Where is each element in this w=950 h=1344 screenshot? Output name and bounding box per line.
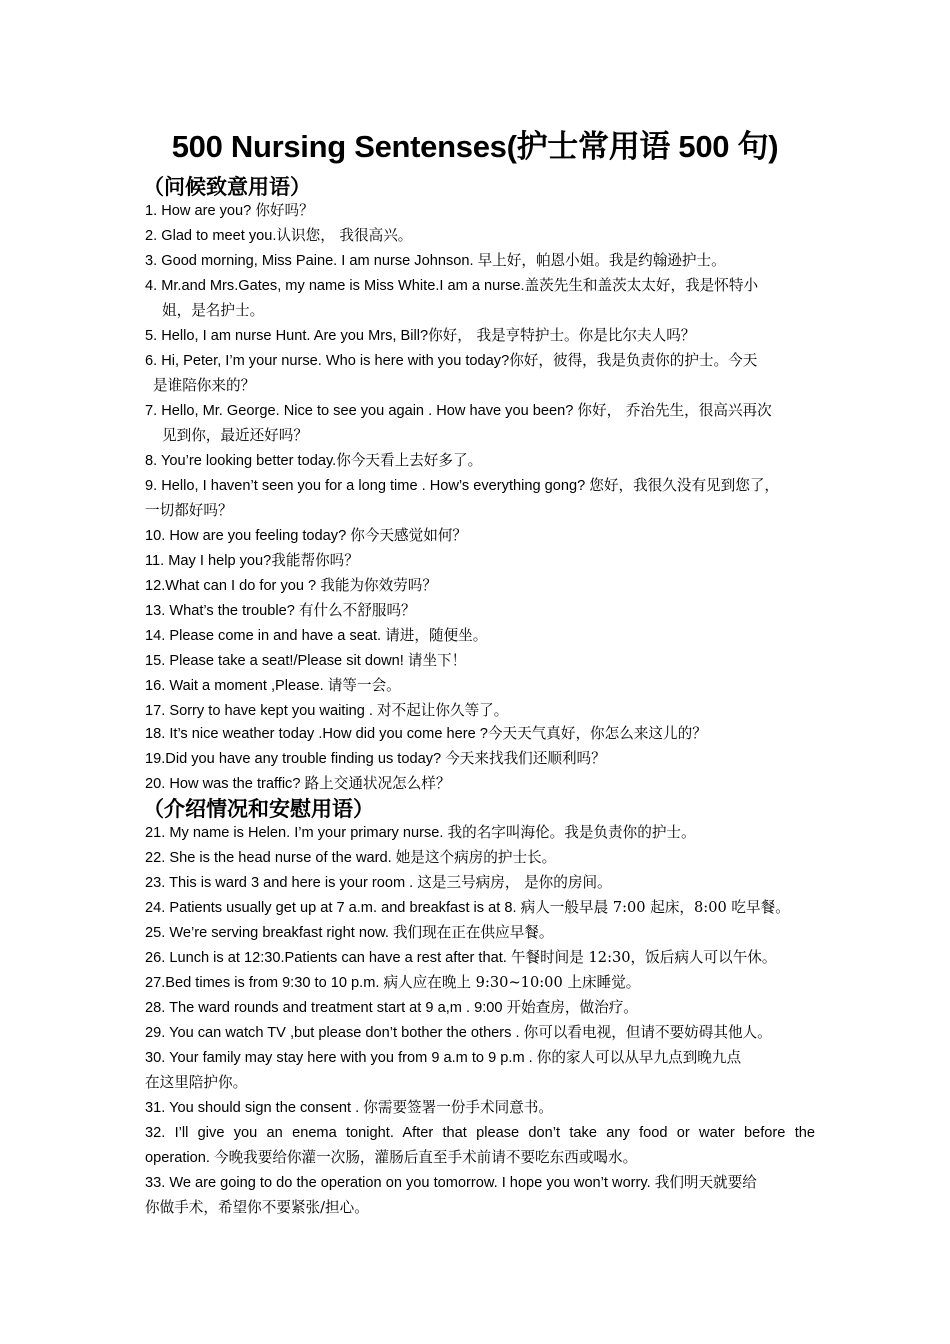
sentence-line: 3. Good morning, Miss Paine. I am nurse Johnson. 早上好，帕恩小姐。我是约翰逊护士。 (145, 252, 726, 269)
sentence-line: 27.Bed times is from 9:30 to 10 p.m. 病人应在晚上 9:30~10:00 上床睡觉。 (145, 974, 641, 991)
sentence-line: 24. Patients usually get up at 7 a.m. and breakfast is at 8. 病人一般早晨 7:00 起床，8:00 吃早餐。 (145, 899, 790, 916)
sentence-line-continuation: 是谁陪你来的？ (153, 377, 256, 394)
sentence-line: 12.What can I do for you ? 我能为你效劳吗？ (145, 577, 437, 594)
sentence-line: 32. I’ll give you an enema tonight. After that please don’t take any food or water before the (145, 1125, 815, 1141)
sentence-line: 21. My name is Helen. I’m your primary nurse. 我的名字叫海伦。我是负责你的护士。 (145, 824, 696, 841)
sentence-line: 25. We’re serving breakfast right now. 我们现在正在供应早餐。 (145, 924, 554, 941)
sentence-line: 26. Lunch is at 12:30.Patients can have a rest after that. 午餐时间是 12:30，饭后病人可以午休。 (145, 949, 777, 966)
sentence-line: 4. Mr.and Mrs.Gates, my name is Miss White.I am a nurse.盖茨先生和盖茨太太好，我是怀特小 (145, 277, 759, 294)
sentence-line: 1. How are you? 你好吗？ (145, 202, 314, 219)
section-heading: （问候致意用语） (143, 175, 311, 199)
sentence-line-continuation: 见到你，最近还好吗？ (162, 427, 308, 444)
sentence-line: 30. Your family may stay here with you from 9 a.m to 9 p.m . 你的家人可以从早九点到晚九点 (145, 1049, 742, 1066)
sentence-line: 31. You should sign the consent . 你需要签署一份手术同意书。 (145, 1099, 553, 1116)
sentence-line: 14. Please come in and have a seat. 请进，随便坐。 (145, 627, 488, 644)
sentence-line: 22. She is the head nurse of the ward. 她是这个病房的护士长。 (145, 849, 557, 866)
sentence-line-continuation: 在这里陪护你。 (145, 1074, 248, 1091)
sentence-line: 13. What’s the trouble? 有什么不舒服吗？ (145, 602, 416, 619)
sentence-line: 29. You can watch TV ,but please don’t bother the others . 你可以看电视，但请不要妨碍其他人。 (145, 1024, 772, 1041)
sentence-line: 6. Hi, Peter, I’m your nurse. Who is here with you today?你好，彼得，我是负责你的护士。今天 (145, 352, 758, 369)
sentence-line: 18. It’s nice weather today .How did you come here ?今天天气真好，你怎么来这儿的？ (145, 725, 707, 742)
sentence-line: 28. The ward rounds and treatment start at 9 a,m . 9:00 开始查房，做治疗。 (145, 999, 638, 1016)
sentence-line: 16. Wait a moment ,Please. 请等一会。 (145, 677, 401, 694)
page-title: 500 Nursing Sentenses(护士常用语 500 句) (171, 129, 779, 164)
section-heading: （介绍情况和安慰用语） (143, 797, 374, 821)
sentence-line: 23. This is ward 3 and here is your room . 这是三号病房， 是你的房间。 (145, 874, 612, 891)
sentence-line: 10. How are you feeling today? 你今天感觉如何？ (145, 527, 468, 544)
sentence-line: 20. How was the traffic? 路上交通状况怎么样？ (145, 775, 451, 792)
sentence-line: 2. Glad to meet you.认识您， 我很高兴。 (145, 227, 413, 244)
sentence-line: 11. May I help you?我能帮你吗？ (145, 552, 359, 569)
sentence-line: 15. Please take a seat!/Please sit down! 请坐下！ (145, 652, 467, 669)
sentence-line: 9. Hello, I haven’t seen you for a long time . How’s everything gong? 您好，我很久没有见到您了， (145, 477, 780, 494)
sentence-line-continuation: 一切都好吗？ (145, 502, 233, 519)
sentence-line: 8. You’re looking better today.你今天看上去好多了。 (145, 452, 483, 469)
sentence-line: 17. Sorry to have kept you waiting . 对不起让你久等了。 (145, 702, 509, 719)
sentence-line: 33. We are going to do the operation on you tomorrow. I hope you won’t worry. 我们明天就要给 (145, 1174, 757, 1191)
sentence-line: 7. Hello, Mr. George. Nice to see you again . How have you been? 你好， 乔治先生，很高兴再次 (145, 402, 772, 419)
sentence-line: 19.Did you have any trouble finding us today? 今天来找我们还顺利吗？ (145, 750, 606, 767)
sentence-line-continuation: 姐，是名护士。 (162, 302, 265, 319)
sentence-line-continuation: 你做手术，希望你不要紧张/担心。 (145, 1199, 369, 1216)
sentence-line-continuation: operation. 今晚我要给你灌一次肠，灌肠后直至手术前请不要吃东西或喝水。 (145, 1149, 638, 1166)
sentence-line: 5. Hello, I am nurse Hunt. Are you Mrs, Bill?你好， 我是亨特护士。你是比尔夫人吗？ (145, 327, 696, 344)
